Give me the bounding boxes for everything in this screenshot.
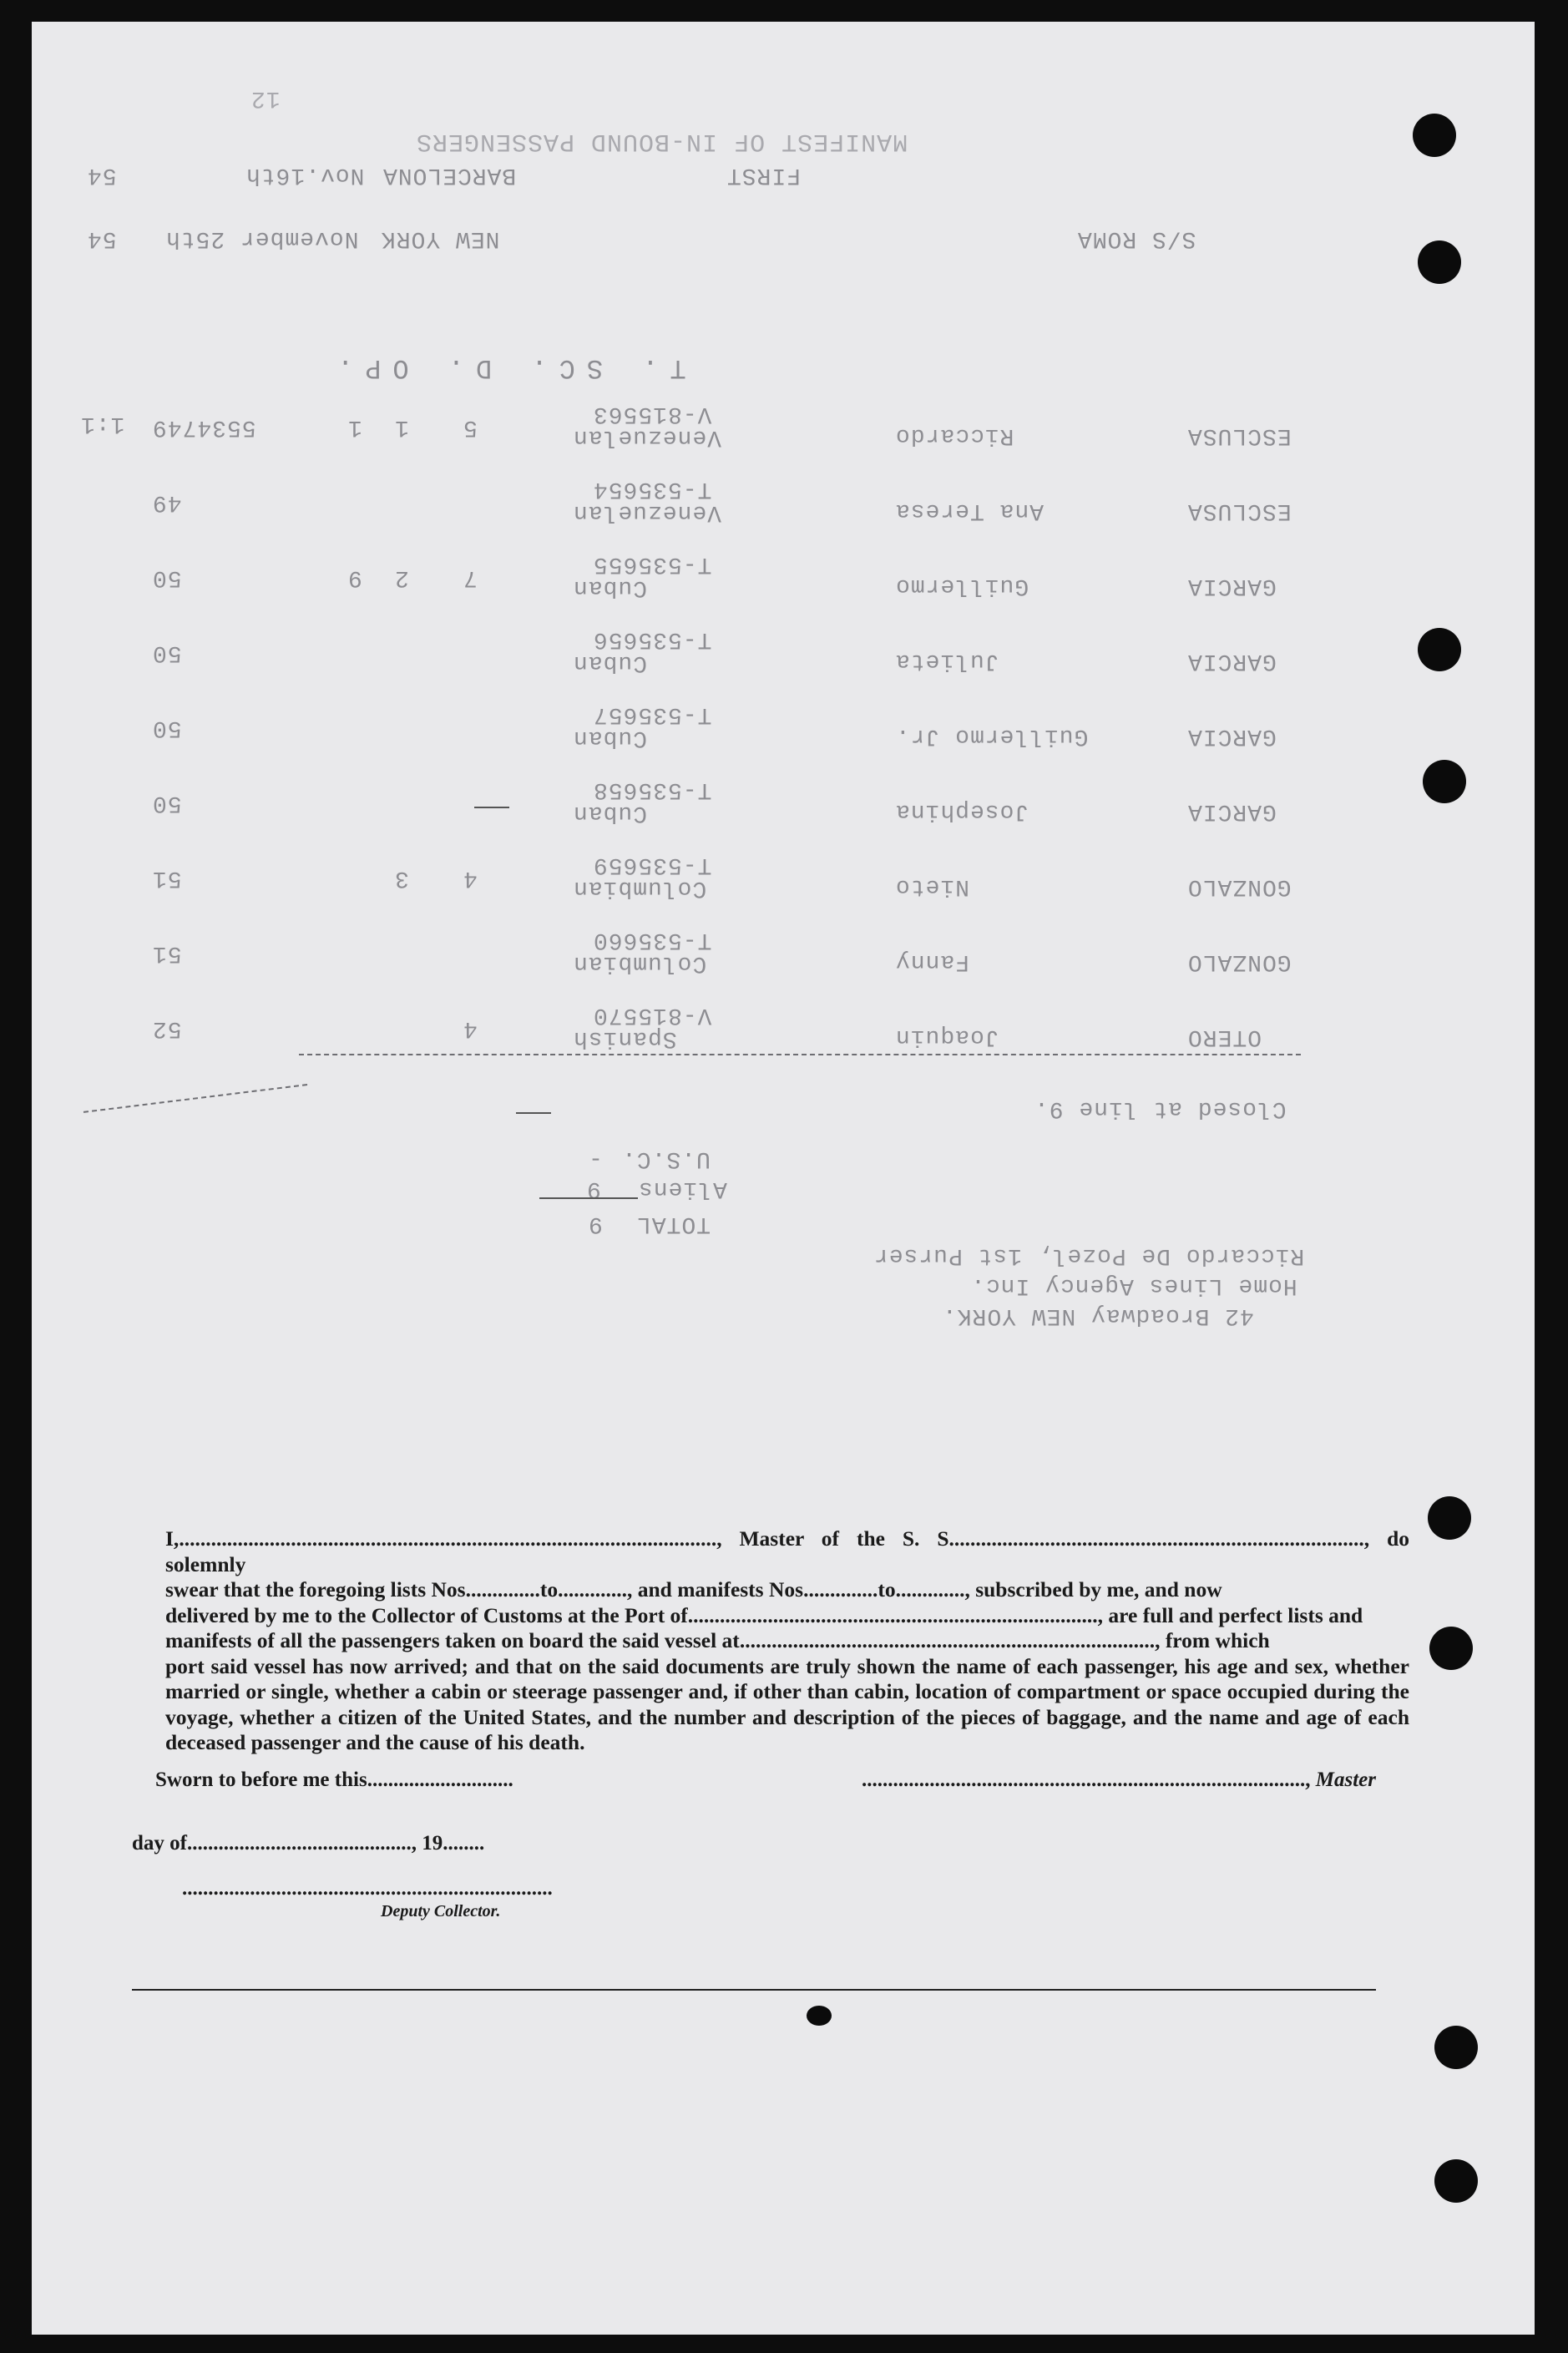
oath-line-2: swear that the foregoing lists Nos..............to............., and manifests Nos..............to............., subscribed by me, and now [165, 1577, 1222, 1602]
given-name: Riccardo [895, 423, 1014, 448]
stray-mark [516, 1112, 551, 1114]
usc-value: - [588, 1146, 603, 1171]
oath-line-1: I,....................................................................................................., Master of the S. S.............................................................................., do solemnly [165, 1526, 1410, 1576]
punch-hole [1434, 2159, 1478, 2203]
doc-code: T. SC. D. OP. [326, 352, 686, 383]
master-line: ....................................................................................., Master [862, 1769, 1376, 1791]
surname: ESCLUSA [1187, 498, 1292, 524]
purser-line-2: Home Lines Agency Inc. [970, 1273, 1297, 1298]
visa-number: V-815563 [593, 401, 712, 427]
surname: GARCIA [1187, 798, 1277, 824]
purser-line-3: 42 Broadway NEW YORK. [942, 1303, 1254, 1328]
punch-hole [1434, 2026, 1478, 2069]
punch-hole [1429, 1627, 1473, 1670]
column-value: 7 [463, 564, 478, 590]
punch-hole [1413, 114, 1456, 157]
visa-number: T-535655 [593, 551, 712, 577]
surname: GARCIA [1187, 723, 1277, 749]
column-value: 5 [463, 414, 478, 440]
visa-number: T-535658 [593, 777, 712, 802]
column-value: 51 [152, 865, 182, 891]
usc-label: U.S.C. [621, 1146, 711, 1171]
totals-underline [539, 1197, 638, 1199]
margin-mark: 1:1 [80, 411, 125, 437]
deputy-collector-label: Deputy Collector. [381, 1902, 501, 1920]
nationality: Columbian [573, 950, 707, 976]
punch-hole [1423, 760, 1466, 803]
visa-number: T-535659 [593, 852, 712, 878]
port-from: BARCELONA [382, 162, 517, 188]
given-name: Josephina [895, 798, 1029, 824]
form-title: MANIFEST OF IN-BOUND PASSENGERS [416, 127, 908, 155]
class-label: FIRST [726, 162, 802, 188]
oath-paragraph [165, 1526, 1409, 1756]
visa-number: T-535657 [593, 701, 712, 727]
column-value: 1 [347, 414, 362, 440]
given-name: Joaquin [895, 1024, 999, 1050]
date-from: Nov.16th [245, 162, 365, 188]
column-value: 50 [152, 564, 182, 590]
nationality: Spanish [573, 1025, 677, 1051]
visa-number: T-535656 [593, 626, 712, 652]
given-name: Guillermo Jr. [895, 723, 1089, 749]
column-value: 5534749 [152, 414, 256, 440]
deputy-dotted-line: ....................................................................... [182, 1877, 553, 1900]
oath-body: port said vessel has now arrived; and that on the said documents are truly shown the name of each passenger, his age and sex, whether married or single, whether a cabin or steerage passenger and, if other than cabin, location of compartment or space occupied during the voyage, whether a citizen of the United States, and the number and description of the pieces of baggage, and the name and age of each deceased passenger and the cause of his death. [165, 1653, 1409, 1754]
visa-number: V-815570 [593, 1002, 712, 1028]
nationality: Cuban [573, 800, 648, 826]
column-value: 3 [394, 865, 409, 891]
aliens-label: Aliens [638, 1176, 727, 1202]
year-to: 54 [87, 225, 117, 251]
ink-blot [807, 2006, 832, 2026]
purser-line-1: Riccardo De Pozel, 1st Purser [873, 1242, 1305, 1268]
column-value: 2 [394, 564, 409, 590]
column-value: 4 [463, 1015, 478, 1041]
total-value: 9 [588, 1211, 603, 1237]
punch-hole [1418, 628, 1461, 671]
aliens-value: 9 [586, 1176, 601, 1202]
surname: GARCIA [1187, 648, 1277, 674]
given-name: Julieta [895, 648, 999, 674]
port-to: NEW YORK [381, 225, 500, 251]
column-value: 9 [347, 564, 362, 590]
day-of-line: day of..........................................., 19........ [132, 1832, 485, 1855]
column-value: 1 [394, 414, 409, 440]
given-name: Guillermo [895, 573, 1029, 599]
nationality: Venezuelan [573, 499, 722, 525]
stray-mark [474, 807, 509, 808]
surname: OTERO [1187, 1024, 1262, 1050]
surname: ESCLUSA [1187, 423, 1292, 448]
nationality: Columbian [573, 875, 707, 901]
oath-line-3: delivered by me to the Collector of Customs at the Port of............................................................................., are full and perfect lists and [165, 1602, 1363, 1627]
bottom-rule [132, 1989, 1376, 1991]
given-name: Nieto [895, 873, 970, 899]
total-label: TOTAL [636, 1211, 711, 1237]
column-value: 4 [463, 865, 478, 891]
column-value: 50 [152, 715, 182, 741]
closed-note: Closed at line 9. [1034, 1096, 1287, 1121]
surname: GONZALO [1187, 873, 1292, 899]
nationality: Cuban [573, 574, 648, 600]
given-name: Ana Teresa [895, 498, 1044, 524]
manifest-page [32, 22, 1535, 2335]
oath-line-4: manifests of all the passengers taken on board the said vessel at.............................................................................., from which [165, 1628, 1270, 1652]
surname: GONZALO [1187, 949, 1292, 974]
nationality: Cuban [573, 650, 648, 676]
column-value: 50 [152, 640, 182, 665]
column-value: 52 [152, 1015, 182, 1041]
column-value: 50 [152, 790, 182, 816]
nationality: Venezuelan [573, 424, 722, 450]
sworn-line: Sworn to before me this............................ [155, 1769, 513, 1791]
closing-dashed-line-left [83, 1084, 307, 1113]
year-from: 54 [87, 162, 117, 188]
surname: GARCIA [1187, 573, 1277, 599]
closing-dashed-line [299, 1054, 1301, 1055]
nationality: Cuban [573, 725, 648, 751]
column-value: 51 [152, 940, 182, 966]
column-value: 49 [152, 489, 182, 515]
punch-hole [1428, 1496, 1471, 1540]
page-number: 12 [250, 85, 281, 111]
given-name: Fanny [895, 949, 970, 974]
visa-number: T-535654 [593, 476, 712, 502]
ship-name: S/S ROMA [1077, 225, 1196, 251]
visa-number: T-535660 [593, 927, 712, 953]
punch-hole [1418, 240, 1461, 284]
date-to: November 25th [165, 225, 359, 251]
